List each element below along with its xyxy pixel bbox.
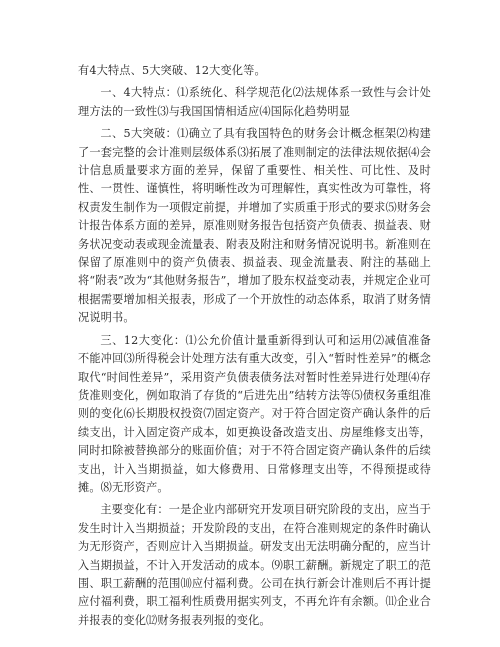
paragraph-four-features: 一、4大特点：⑴系统化、科学规范化⑵法规体系一致性与会计处理方法的一致性⑶与我国国情相适应⑷国际化趋势明显 (78, 86, 431, 118)
paragraph-five-breakthroughs: 二、5大突破：⑴确立了具有我国特色的财务会计概念框架⑵构建了一套完整的会计准则层级体系⑶拓展了准则制定的法律法规依据⑷会计信息质量要求方面的差异，保留了重要性、相关性、可比性、及时性、一贯性、谨慎性，将明晰性改为可理解性，真实性改为可靠性，将权责发生制作为一项假定前提，并增加了实质重于形式的要求⑸财务会计报告体系方面的差异，原准则财务报告包括资产负债表、损益表、财务状况变动表或现金流量表、附表及附注和财务情况说明书。新准则在保留了原准则中的资产负债表、损益表、现金流量表、附注的基础上将“附表”改为“其他财务报告”，增加了股东权益变动表，并规定企业可根据需要增加相关报表，形成了一个开放性的动态体系，取消了财务情况说明书。 (78, 127, 431, 325)
paragraph-twelve-changes: 三、12大变化：⑴公允价值计量重新得到认可和运用⑵减值准备不能冲回⑶所得税会计处理方法有重大改变，引入“暂时性差异”的概念取代“时间性差异”，采用资产负债表债务法对暂时性差异进行处理⑷存货准则变化，例如取消了存货的“后进先出”结转方法等⑸债权务重组准则的变化⑹长期股权投资⑺固定资产。对于符合固定资产确认条件的后续支出，计入固定资产成本，如更换设备改造支出、房屋维修支出等，同时扣除被替换部分的账面价值；对于不符合固定资产确认条件的后续支出，计入当期损益，如大修费用、日常修理支出等，不得预提或待摊。⑻无形资产。 (78, 333, 431, 494)
paragraph-intro: 有4大特点、5大突破、12大变化等。 (78, 64, 266, 77)
paragraph-main-changes: 主要变化有：一是企业内部研究开发项目研究阶段的支出，应当于发生时计入当期损益；开发阶段的支出，在符合准则规定的条件时确认为无形资产，否则应计入当期损益。研发支出无法明确分配的，应当计入当期损益，不计入开发活动的成本。⑼职工薪酬。新规定了职工的范围、职工薪酬的范围⑽应付福利费。公司在执行新会计准则后不再计提应付福利费，职工福利性质费用据实列支，不再允许有余额。⑾企业合并报表的变化⑿财务报表列报的变化。 (78, 503, 431, 627)
